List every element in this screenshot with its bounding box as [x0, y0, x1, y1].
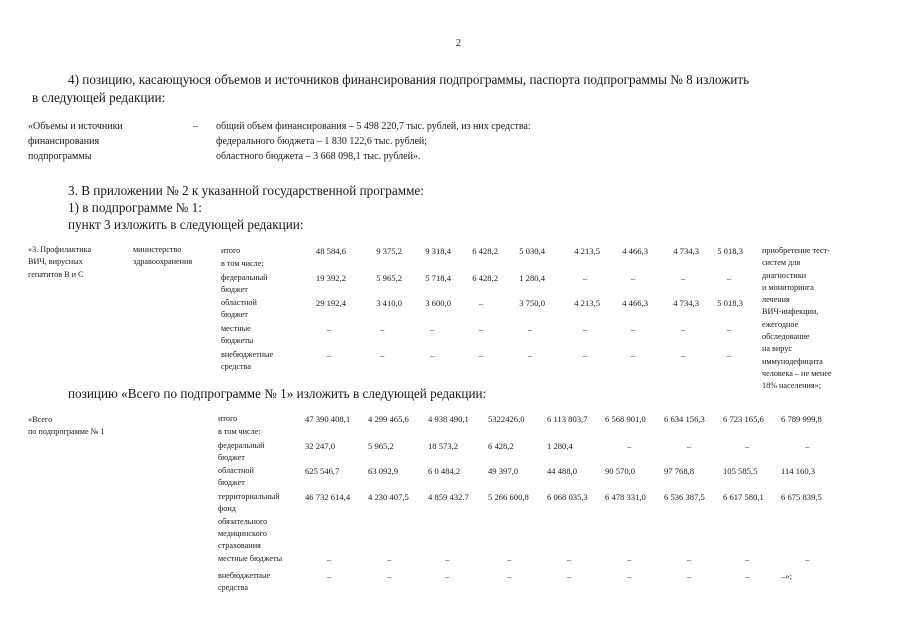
table-cell: –: [687, 441, 692, 451]
table-cell: 9 318,4: [425, 246, 451, 256]
row-label: [218, 553, 282, 565]
table-cell: 114 160,3: [781, 466, 816, 476]
table-cell: –: [445, 554, 450, 564]
table-cell: 4 466,3: [622, 298, 648, 308]
table-cell: 6 568 901,0: [605, 414, 646, 424]
table-cell: 29 192,4: [315, 298, 346, 308]
table-cell: 32 247,0: [305, 441, 336, 451]
table-cell: –: [479, 350, 484, 360]
row-label: [218, 491, 280, 552]
table-cell: 47 390 408,1: [305, 414, 351, 424]
row-label-line: итого: [218, 414, 238, 423]
table-cell: 3 600,0: [425, 298, 451, 308]
table-cell: 6 428,2: [472, 246, 498, 256]
result-line: и мониторинга: [762, 282, 814, 292]
table-cell: 4 230 407,5: [368, 492, 409, 502]
table-cell: 6 634 156,3: [664, 414, 705, 424]
row-label-line: территориальный: [218, 492, 280, 501]
passport-value-1: общий объем финансирования – 5 498 220,7 тыс. рублей, из них средства:: [216, 121, 531, 132]
table-cell: 9 375,2: [376, 246, 402, 256]
row-label: [221, 245, 240, 257]
table-cell: 6 617 580,1: [723, 492, 764, 502]
row-label: [218, 426, 261, 438]
row-label-line: местные бюджеты: [218, 554, 283, 563]
item4-line1: 4) позицию, касающуюся объемов и источников финансирования подпрограммы, паспорта подпрограммы № 8 изложить: [68, 72, 750, 87]
table-cell: –: [681, 350, 686, 360]
row-label-line: бюджет: [221, 310, 248, 320]
passport-label-3: подпрограммы: [28, 151, 92, 162]
table-cell: 4 299 465,6: [368, 414, 409, 424]
position-line: позицию «Всего по подпрограмме № 1» изложить в следующей редакции:: [68, 386, 487, 401]
table-cell: 4 734,3: [673, 246, 699, 256]
table-cell: 6 723 165,6: [723, 414, 764, 424]
section3-line2: 1) в подпрограмме № 1:: [68, 200, 202, 215]
table-cell: –: [445, 571, 450, 581]
table2-title-line: по подпрограмме № 1: [28, 427, 105, 437]
table-cell: 49 397,0: [488, 466, 519, 476]
table-cell: –: [687, 554, 692, 564]
table-cell: –: [583, 324, 588, 334]
table-cell: 6 068 035,3: [547, 492, 588, 502]
row-label: [221, 297, 257, 322]
table-cell: 6 675 839,5: [781, 492, 822, 502]
table-cell: 6 789 999,8: [781, 414, 822, 424]
table-cell: 5 266 600,8: [488, 492, 529, 502]
result-line: диагностики: [762, 270, 807, 280]
result-line: иммунодефицита: [762, 356, 823, 366]
row-label-line: средства: [221, 362, 252, 372]
table-cell: –: [745, 441, 750, 451]
table-cell: –: [727, 273, 732, 283]
result-line: ВИЧ-инфекции,: [762, 307, 819, 317]
row-label: [221, 323, 253, 348]
table-cell: –: [631, 273, 636, 283]
table-cell: –: [745, 554, 750, 564]
row-label-line: бюджет: [218, 453, 245, 463]
row-label-line: в том числе:: [218, 427, 261, 436]
table-cell: 5 965,2: [368, 441, 394, 451]
table-cell: 6 428,2: [488, 441, 514, 451]
table-cell: 97 768,8: [664, 466, 695, 476]
row-label-line: областной: [218, 466, 254, 475]
table-cell: –: [583, 273, 588, 283]
result-line: ежегодное: [762, 319, 799, 329]
table1-executor: [133, 244, 192, 269]
table-cell: –: [327, 571, 332, 581]
table-cell: 5 030,4: [519, 246, 545, 256]
table-cell: –: [631, 324, 636, 334]
row-label-line: местные: [221, 324, 251, 333]
table-cell: 63 092,9: [368, 466, 399, 476]
table-cell: –: [727, 324, 732, 334]
table-cell: –: [528, 350, 533, 360]
table-cell: –: [745, 571, 750, 581]
row-label: [218, 440, 265, 465]
table-cell: –: [627, 554, 632, 564]
table1-result: [762, 245, 832, 393]
table-cell: –: [681, 273, 686, 283]
table-cell: 4 213,5: [574, 298, 600, 308]
table-cell: 1 280,4: [519, 273, 545, 283]
row-label: [221, 272, 268, 297]
table-cell: 5 718,4: [425, 273, 451, 283]
table-cell: 44 488,0: [547, 466, 578, 476]
executor-line: министерство: [133, 245, 182, 254]
table-cell: 5 018,3: [717, 298, 743, 308]
table-cell: –: [430, 324, 435, 334]
measure-line: гепатитов В и С: [28, 269, 84, 279]
measure-line: ВИЧ, вирусных: [28, 257, 83, 267]
table-cell: 48 584,6: [315, 246, 346, 256]
row-label-line: федеральный: [218, 441, 265, 450]
row-label: [221, 349, 273, 374]
row-label-line: внебюджетные: [221, 350, 274, 359]
passport-label-1: «Объемы и источники: [28, 121, 123, 132]
table-cell: –: [507, 554, 512, 564]
passport-value-2: федерального бюджета – 1 830 122,6 тыс. рублей;: [216, 136, 428, 147]
table-cell: –: [507, 571, 512, 581]
table-cell: –: [327, 350, 332, 360]
table2-title: [28, 414, 105, 439]
table-cell: –: [327, 324, 332, 334]
passport-value-3: областного бюджета – 3 668 098,1 тыс. рублей».: [216, 151, 421, 162]
row-label-line: медицинского: [218, 528, 267, 538]
table-cell: 4 859 432.7: [428, 492, 469, 502]
table-cell: 3 410,0: [376, 298, 402, 308]
measure-line: «3. Профилактика: [28, 245, 92, 254]
table-cell: –: [627, 441, 632, 451]
row-label-line: фонд: [218, 504, 236, 514]
table-cell: –: [327, 554, 332, 564]
table-cell: 18 573,2: [428, 441, 459, 451]
row-label-line: бюджеты: [221, 336, 254, 346]
table-cell: 4 938 490,1: [428, 414, 469, 424]
table-cell: 4 466,3: [622, 246, 648, 256]
table-cell: 46 732 614,4: [305, 492, 351, 502]
table-cell: 6 478 331,0: [605, 492, 646, 502]
result-line: на вирус: [762, 344, 793, 354]
row-label: [218, 570, 270, 595]
table1-measure: [28, 244, 91, 281]
table-cell: –: [479, 324, 484, 334]
row-label-line: бюджет: [218, 478, 245, 488]
row-label-line: бюджет: [221, 285, 248, 295]
row-label-line: внебюджетные: [218, 571, 271, 580]
executor-line: здравоохранения: [133, 257, 193, 267]
row-label: [218, 413, 237, 425]
table-cell: –: [479, 298, 484, 308]
table-cell: –: [430, 350, 435, 360]
table-cell: 1 280,4: [547, 441, 573, 451]
passport-dash: –: [193, 121, 198, 132]
table-cell: –: [380, 324, 385, 334]
row-label: [221, 258, 264, 270]
result-line: обследование: [762, 332, 810, 342]
table-cell: 6 113 803,7: [547, 414, 588, 424]
table-cell: –: [387, 554, 392, 564]
table-cell: 105 585,5: [723, 466, 758, 476]
table-cell: 6 428,2: [472, 273, 498, 283]
row-label-line: средства: [218, 583, 249, 593]
table-cell: 19 392,2: [315, 273, 346, 283]
table-cell: 3 750,0: [519, 298, 545, 308]
table-cell: –: [380, 350, 385, 360]
table-cell: 625 546,7: [305, 466, 340, 476]
result-line: систем для: [762, 258, 801, 268]
table-cell: 5322426,0: [488, 414, 525, 424]
row-label-line: областной: [221, 298, 257, 307]
table-cell: –: [631, 350, 636, 360]
result-line: 18% населения»;: [762, 381, 822, 391]
table-cell: –: [567, 571, 572, 581]
table-cell: 90 570,0: [605, 466, 636, 476]
result-line: приобретение тест-: [762, 246, 830, 255]
table-cell: –»;: [781, 571, 792, 581]
row-label-line: обязательного: [218, 516, 268, 526]
table-cell: 6 536 387,5: [664, 492, 705, 502]
table-cell: –: [567, 554, 572, 564]
item4-line2: в следующей редакции:: [32, 90, 166, 105]
table-cell: 5 018,3: [717, 246, 743, 256]
table-cell: 5 965,2: [376, 273, 402, 283]
table-cell: –: [528, 324, 533, 334]
row-label-line: итого: [221, 246, 241, 255]
row-label-line: в том числе:: [221, 259, 264, 268]
section3-line3: пункт 3 изложить в следующей редакции:: [68, 217, 304, 232]
table-cell: 4 213,5: [574, 246, 600, 256]
table-cell: –: [583, 350, 588, 360]
table-cell: –: [805, 554, 810, 564]
table-cell: –: [805, 441, 810, 451]
table-cell: –: [687, 571, 692, 581]
row-label-line: страхования: [218, 541, 261, 551]
result-line: лечения: [762, 295, 790, 305]
table-cell: 6 0 484,2: [428, 466, 461, 476]
table-cell: –: [727, 350, 732, 360]
row-label: [218, 465, 254, 490]
table-cell: –: [681, 324, 686, 334]
table-cell: –: [387, 571, 392, 581]
result-line: человека – не менее: [762, 368, 832, 378]
row-label-line: федеральный: [221, 273, 268, 282]
section3-line1: 3. В приложении № 2 к указанной государственной программе:: [68, 183, 424, 198]
page-number: 2: [456, 38, 461, 49]
table2-title-line: «Всего: [28, 415, 53, 424]
table-cell: –: [627, 571, 632, 581]
table-cell: 4 734,3: [673, 298, 699, 308]
passport-label-2: финансирования: [28, 136, 100, 147]
